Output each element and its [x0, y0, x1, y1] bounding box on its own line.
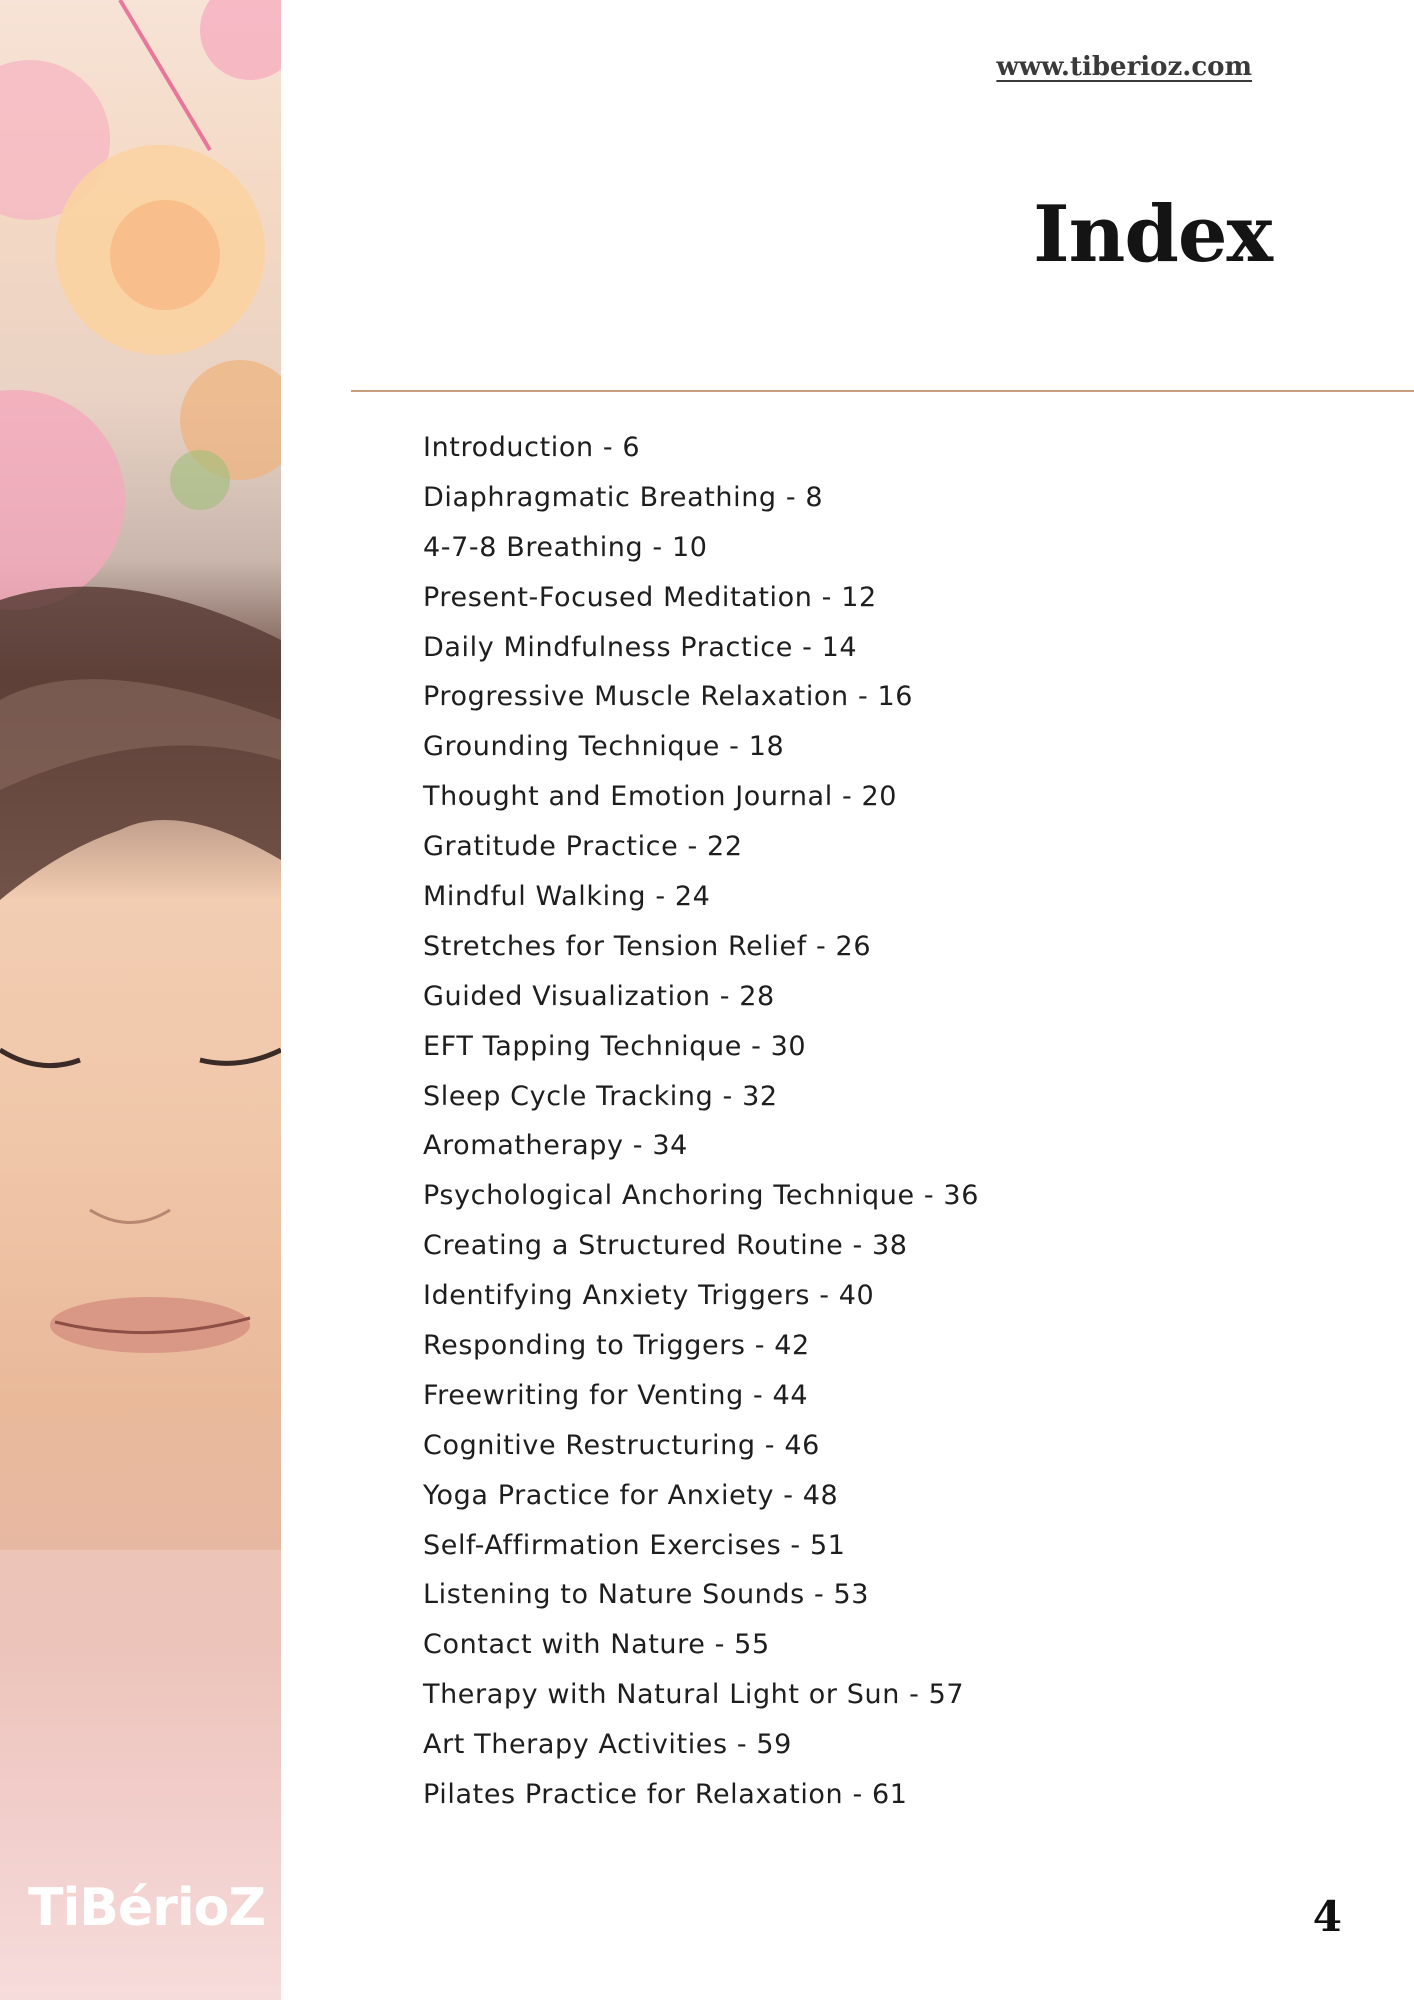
- index-item-introduction[interactable]: Introduction - 6: [423, 432, 641, 463]
- index-item-psychological-anchoring[interactable]: Psychological Anchoring Technique - 36: [423, 1180, 979, 1212]
- index-item-freewriting-venting[interactable]: Freewriting for Venting - 44: [423, 1379, 809, 1411]
- index-item-aromatherapy[interactable]: Aromatherapy - 34: [423, 1130, 688, 1162]
- index-item-diaphragmatic-breathing[interactable]: Diaphragmatic Breathing - 8: [423, 481, 824, 513]
- brand-logo: [28, 1878, 266, 1952]
- index-item-daily-mindfulness-practice[interactable]: Daily Mindfulness Practice - 14: [423, 631, 858, 663]
- watercolor-portrait-illustration: [0, 0, 281, 2000]
- index-item-responding-triggers[interactable]: Responding to Triggers - 42: [423, 1330, 810, 1362]
- index-item-nature-sounds[interactable]: Listening to Nature Sounds - 53: [423, 1579, 870, 1611]
- page-title: Index: [1033, 189, 1272, 280]
- index-item-self-affirmation[interactable]: Self-Affirmation Exercises - 51: [423, 1529, 846, 1561]
- index-item-present-focused-meditation[interactable]: Present-Focused Meditation - 12: [423, 581, 877, 613]
- index-item-eft-tapping[interactable]: EFT Tapping Technique - 30: [423, 1030, 807, 1062]
- index-item-pilates-practice[interactable]: Pilates Practice for Relaxation - 61: [423, 1779, 908, 1811]
- decorative-illustration-panel: [0, 0, 281, 2000]
- index-item-gratitude-practice[interactable]: Gratitude Practice - 22: [423, 831, 743, 863]
- index-item-natural-light-therapy[interactable]: Therapy with Natural Light or Sun - 57: [423, 1679, 965, 1711]
- index-item-identifying-triggers[interactable]: Identifying Anxiety Triggers - 40: [423, 1280, 875, 1312]
- index-item-478-breathing[interactable]: 4-7-8 Breathing - 10: [423, 531, 708, 563]
- brand-logo-text: TiBérioZ: [28, 1878, 266, 1938]
- index-item-grounding-technique[interactable]: Grounding Technique - 18: [423, 731, 785, 763]
- index-item-guided-visualization[interactable]: Guided Visualization - 28: [423, 980, 775, 1012]
- page-number: 4: [1312, 1892, 1342, 1941]
- website-link[interactable]: www.tiberioz.com: [996, 52, 1252, 82]
- index-item-thought-emotion-journal[interactable]: Thought and Emotion Journal - 20: [423, 781, 898, 813]
- index-item-mindful-walking[interactable]: Mindful Walking - 24: [423, 881, 711, 913]
- index-item-stretches-tension-relief[interactable]: Stretches for Tension Relief - 26: [423, 930, 872, 962]
- index-list: [423, 426, 979, 1823]
- index-item-contact-nature[interactable]: Contact with Nature - 55: [423, 1629, 770, 1661]
- index-item-structured-routine[interactable]: Creating a Structured Routine - 38: [423, 1230, 908, 1262]
- index-item-cognitive-restructuring[interactable]: Cognitive Restructuring - 46: [423, 1429, 820, 1461]
- index-item-yoga-practice[interactable]: Yoga Practice for Anxiety - 48: [423, 1479, 839, 1511]
- title-divider: [351, 390, 1414, 392]
- index-item-progressive-muscle-relaxation[interactable]: Progressive Muscle Relaxation - 16: [423, 681, 914, 713]
- index-item-sleep-cycle-tracking[interactable]: Sleep Cycle Tracking - 32: [423, 1080, 778, 1112]
- index-item-art-therapy[interactable]: Art Therapy Activities - 59: [423, 1729, 792, 1761]
